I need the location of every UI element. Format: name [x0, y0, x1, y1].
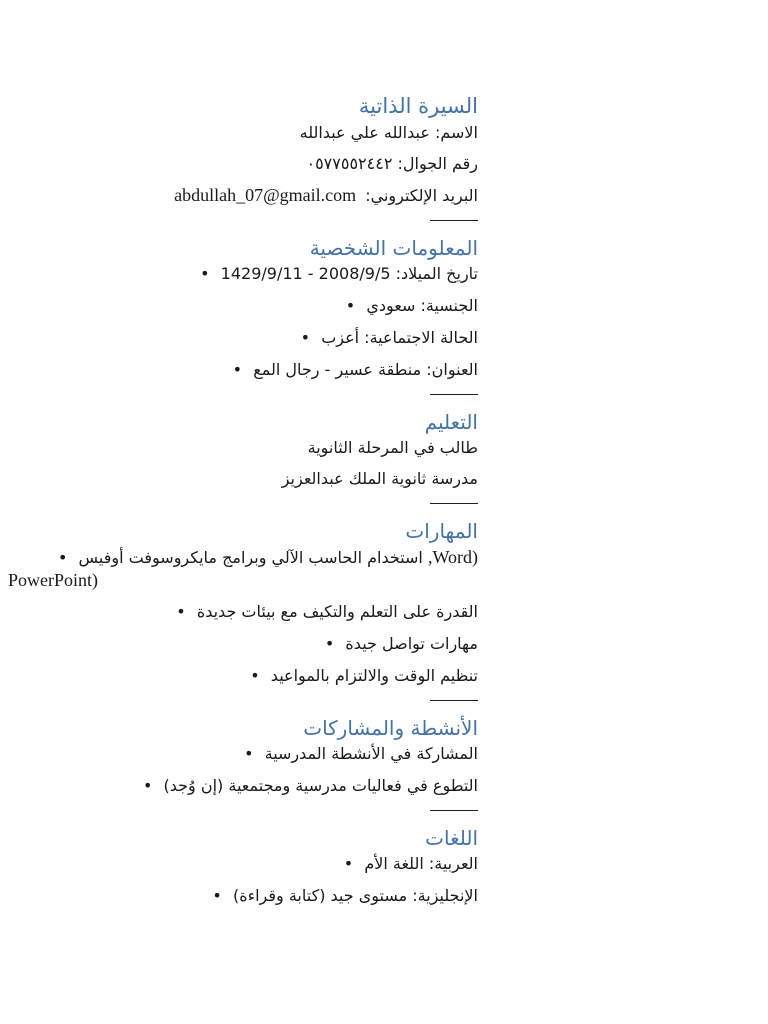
bullet-icon: • — [232, 360, 243, 379]
bullet-icon: • — [244, 744, 254, 763]
skill-1-first-line — [8, 546, 478, 569]
nationality-text: الجنسية: سعودي — [366, 296, 478, 315]
list-item-skill-1 — [8, 546, 478, 591]
activity-2-text: التطوع في فعاليات مدرسية ومجتمعية (إن وُجد) — [163, 776, 478, 795]
section-separator — [430, 503, 478, 504]
skill-2-text: القدرة على التعلم والتكيف مع بيئات جديدة — [196, 602, 478, 621]
section-separator — [430, 810, 478, 811]
list-item-activity-2 — [8, 775, 478, 797]
education-heading: التعليم — [424, 410, 478, 434]
skill-1-en-b: PowerPoint) — [8, 570, 98, 590]
cv-content — [8, 92, 478, 917]
list-item-address — [8, 359, 478, 381]
list-item-language-1 — [8, 853, 478, 875]
education-line-1: طالب في المرحلة الثانوية — [307, 438, 478, 457]
skills-heading: المهارات — [405, 519, 478, 543]
bullet-icon: • — [212, 886, 222, 905]
education-line-2: مدرسة ثانوية الملك عبدالعزيز — [281, 469, 478, 488]
cv-title: السيرة الذاتية — [358, 94, 478, 118]
dob-text: تاريخ الميلاد: 2008/9/5 - 1429/9/11 — [220, 264, 478, 283]
activity-1-text: المشاركة في الأنشطة المدرسية — [264, 744, 478, 763]
skill-1-en-a: (Word, — [427, 547, 478, 567]
email-line — [8, 184, 478, 207]
bullet-icon: • — [250, 666, 260, 685]
language-2-text: الإنجليزية: مستوى جيد (كتابة وقراءة) — [232, 886, 478, 905]
bullet-icon: • — [324, 634, 335, 653]
address-text: العنوان: منطقة عسير - رجال المع — [253, 360, 478, 379]
list-item-dob — [8, 263, 478, 285]
section-separator — [430, 220, 478, 221]
skill-3-text: مهارات تواصل جيدة — [345, 634, 478, 653]
list-item-skill-4 — [8, 665, 478, 687]
skill-4-text: تنظيم الوقت والالتزام بالمواعيد — [270, 666, 478, 685]
phone-line: رقم الجوال: ٠٥٧٧٥٥٢٤٤٢ — [306, 154, 478, 173]
bullet-icon: • — [343, 854, 354, 873]
section-separator — [430, 394, 478, 395]
bullet-icon: • — [176, 602, 186, 621]
list-item-nationality — [8, 295, 478, 317]
languages-heading: اللغات — [425, 826, 478, 850]
bullet-icon: • — [58, 548, 68, 567]
list-item-marital — [8, 327, 478, 349]
list-item-skill-3 — [8, 633, 478, 655]
marital-text: الحالة الاجتماعية: أعزب — [321, 328, 478, 347]
personal-info-heading: المعلومات الشخصية — [309, 236, 478, 260]
name-line: الاسم: عبدالله علي عبدالله — [299, 123, 478, 142]
bullet-icon: • — [200, 264, 210, 283]
email-value: abdullah_07@gmail.com — [174, 185, 357, 205]
bullet-icon: • — [300, 328, 311, 347]
list-item-language-2 — [8, 885, 478, 907]
language-1-text: العربية: اللغة الأم — [364, 854, 478, 873]
list-item-skill-2 — [8, 601, 478, 623]
list-item-activity-1 — [8, 743, 478, 765]
skill-1-text: استخدام الحاسب الآلي وبرامج مايكروسوفت أوفيس — [78, 548, 423, 567]
activities-heading: الأنشطة والمشاركات — [303, 716, 478, 740]
bullet-icon: • — [142, 776, 153, 795]
email-label: البريد الإلكتروني: — [365, 186, 478, 205]
bullet-icon: • — [345, 296, 356, 315]
section-separator — [430, 700, 478, 701]
